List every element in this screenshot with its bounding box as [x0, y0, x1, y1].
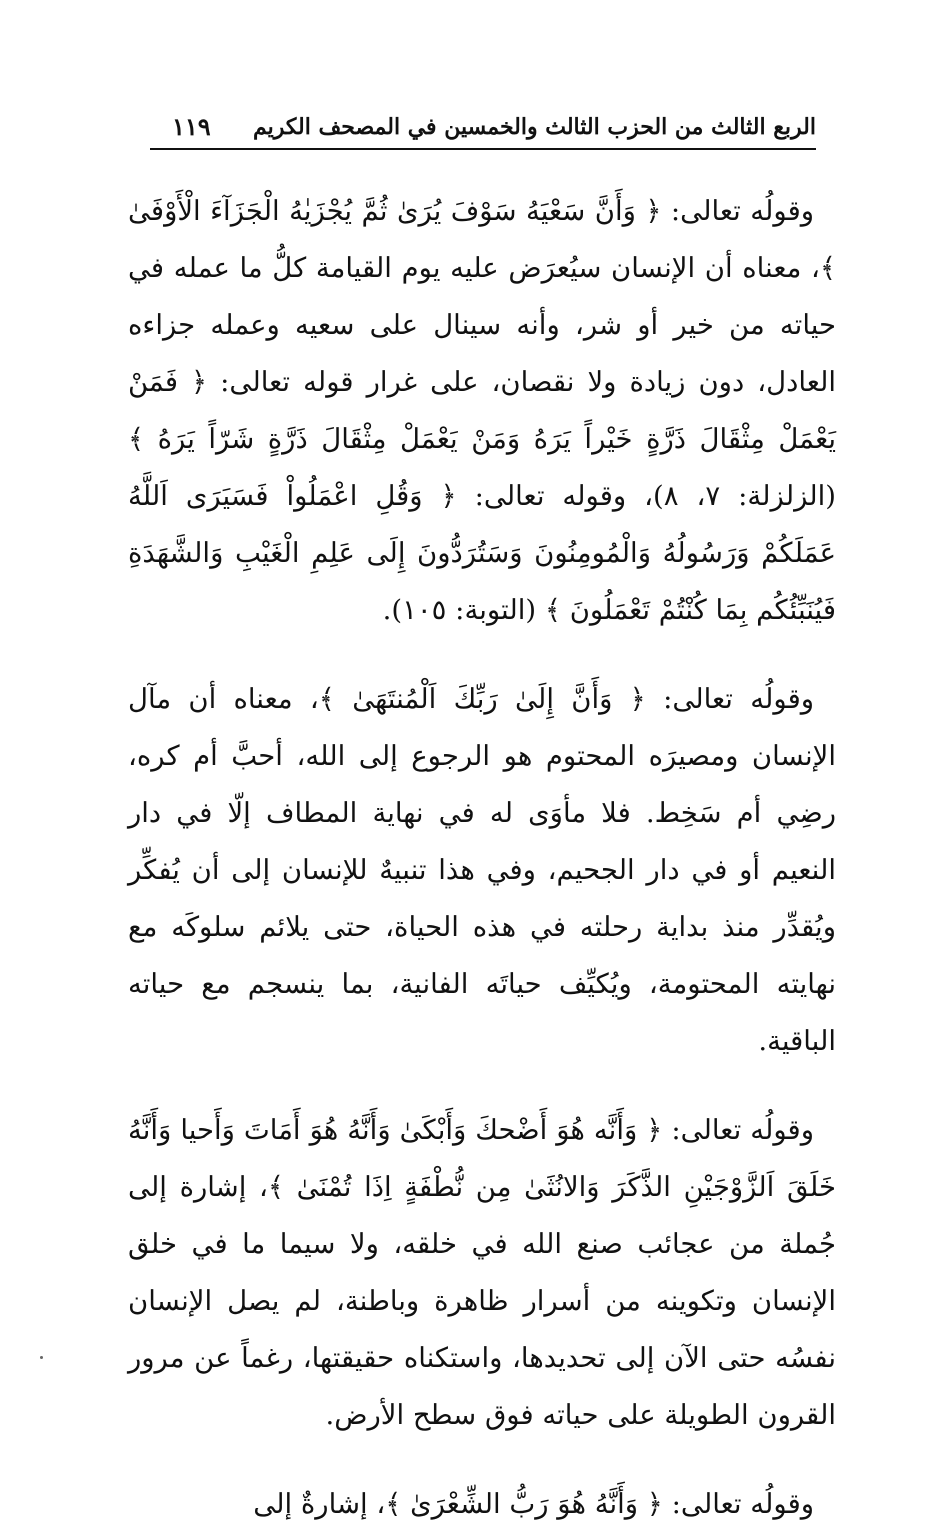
header-rule	[150, 148, 816, 150]
running-header	[150, 108, 816, 148]
paragraph: وقولُه تعالى: ﴿ وَأَنَّ إِلَىٰ رَبِّكَ اَلْمُنتَهَىٰ ﴾، معناه أن مآل الإنسان ومصيرَه المحتوم هو الرجوع إلى الله، أحبَّ أم كره، رضِي أم سَخِط. فلا مأوَى له في نهاية المطاف إلّا في دار النعيم أو في دار الجحيم، وفي هذا تنبيهٌ للإنسان إلى أن يُفكِّر ويُقدِّر منذ بداية رحلته في هذه الحياة، حتى يلائم سلوكَه مع نهايته المحتومة، ويُكيِّف حياتَه الفانية، بما ينسجم مع حياته الباقية.	[128, 683, 836, 1057]
body-text	[128, 183, 836, 1533]
page-number: ١١٩	[172, 112, 211, 141]
scan-speck	[40, 1356, 43, 1359]
paragraph: وقولُه تعالى: ﴿ وَأَنَّهُ هُوَ رَبُّ الشِّعْرَىٰ ﴾، إشارةٌ إلى	[253, 1488, 814, 1520]
running-title: الربع الثالث من الحزب الثالث والخمسين في المصحف الكريم	[252, 114, 816, 140]
paragraph: وقولُه تعالى: ﴿ وَأَنَّه هُوَ أَضْحكَ وَأَبْكَىٰ وَأَنَّهُ هُوَ أَمَاتَ وَأَحيا وَأَنَّهُ خَلَقَ اَلزَّوْجَيْنِ الذَّكَرَ وَالانُثَىٰ مِن نُّطْفَةٍ اِذَا تُمْنَىٰ ﴾، إشارة إلى جُملة من عجائب صنع الله في خلقه، ولا سيما ما في خلق الإنسان وتكوينه من أسرار ظاهرة وباطنة، لم يصل الإنسان نفسُه حتى الآن إلى تحديدها، واستكناه حقيقتها، رغماً عن مرور القرون الطويلة على حياته فوق سطح الأرض.	[128, 1114, 836, 1431]
paragraph: وقولُه تعالى: ﴿ وَأَنَّ سَعْيَهُ سَوْفَ يُرَىٰ ثُمَّ يُجْزَيٰهُ الْجَزَآءَ الْأَوْفَىٰ ﴾، معناه أن الإنسان سيُعرَض عليه يوم القيامة كلُّ ما عمله في حياته من خير أو شر، وأنه سينال على سعيه وعمله جزاءه العادل، دون زيادة ولا نقصان، على غرار قوله تعالى: ﴿ فَمَنْ يَعْمَلْ مِثْقَالَ ذَرَّةٍ خَيْراً يَرَهُ وَمَنْ يَعْمَلْ مِثْقَالَ ذَرَّةٍ شَرّاً يَرَهُ ﴾ (الزلزلة: ٧، ٨)، وقوله تعالى: ﴿ وَقُلِ اعْمَلُواْ فَسَيَرَى اَللَّهُ عَمَلَكُمْ وَرَسُولُهُ وَالْمُومِنُونَ وَسَتُرَدُّونَ إِلَى عَلِمِ الْغَيْبِ وَالشَّهَدَةِ فَيُنَبِّئُكُم بِمَا كُنْتُمْ تَعْمَلُونَ ﴾ (التوبة: ١٠٥).	[128, 195, 836, 626]
